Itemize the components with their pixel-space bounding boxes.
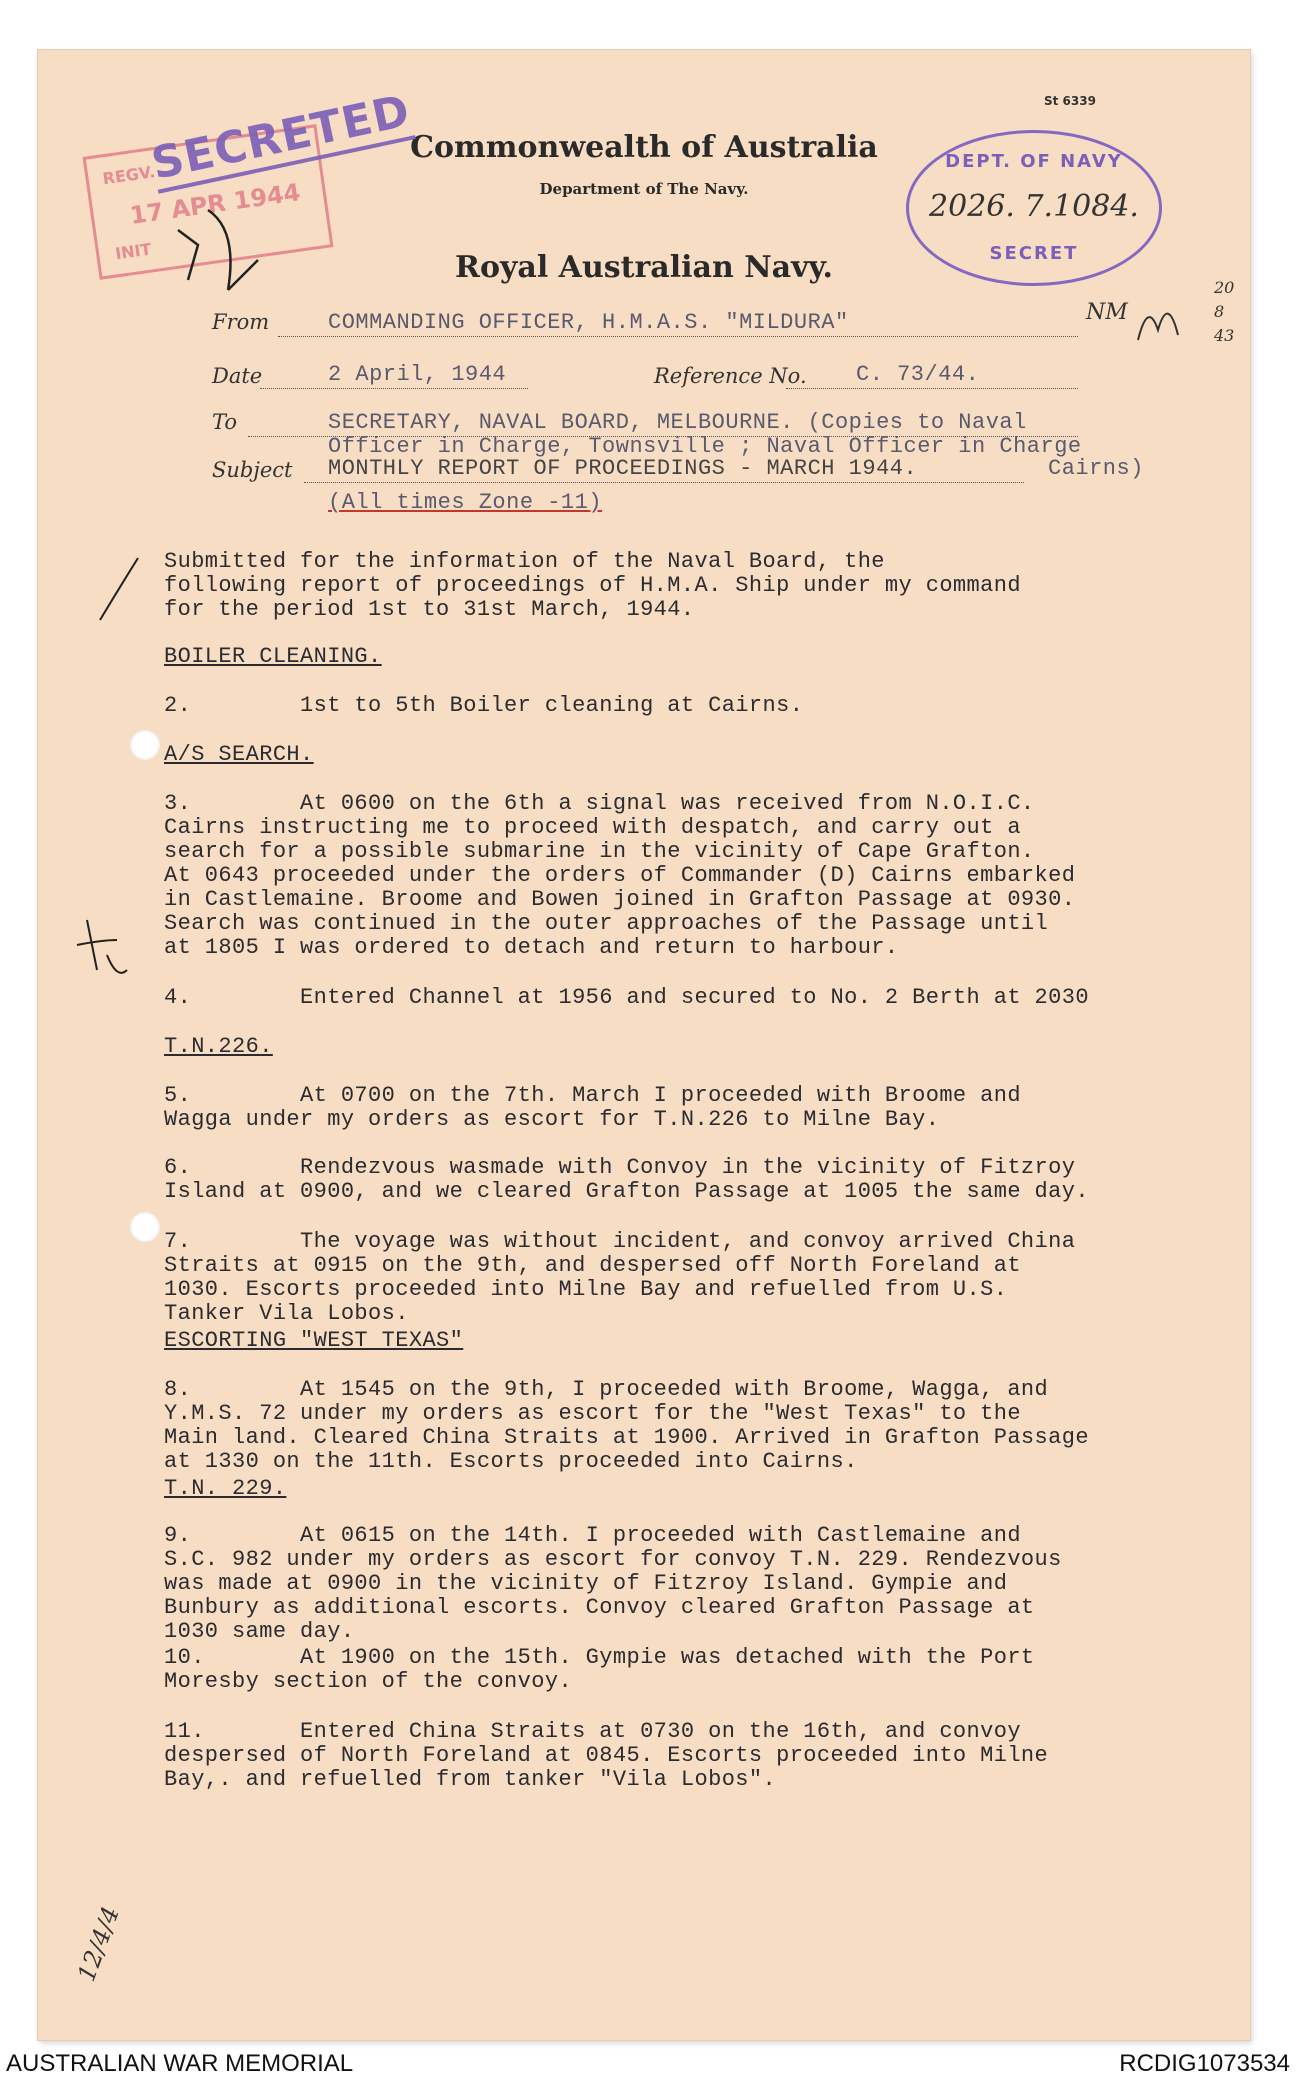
margin-signature xyxy=(1128,290,1188,350)
subject-value: MONTHLY REPORT OF PROCEEDINGS - MARCH 1944. xyxy=(328,456,918,481)
section-heading-as-search: A/S SEARCH. xyxy=(164,742,314,767)
margin-initial xyxy=(72,910,132,990)
signature-mark xyxy=(168,190,298,300)
footer-institution: AUSTRALIAN WAR MEMORIAL xyxy=(6,2050,354,2077)
from-value: COMMANDING OFFICER, H.M.A.S. "MILDURA" xyxy=(328,310,849,335)
document-sheet xyxy=(38,50,1250,2040)
to-line-3: Cairns) xyxy=(1048,456,1144,481)
paragraph-11: 11. Entered China Straits at 0730 on the 16th, and convoy despersed of North Foreland at 0845. Escorts proceeded into Milne Bay,. and refuelled from tanker "Vila Lobos". xyxy=(164,1719,1049,1792)
secreted-stamp: SECRETED xyxy=(147,85,415,193)
section-heading-west-texas: ESCORTING "WEST TEXAS" xyxy=(164,1328,464,1353)
paragraph-3: 3. At 0600 on the 6th a signal was received from N.O.I.C. Cairns instructing me to proceed with despatch, and carry out a search for a possible submarine in the vicinity of Cape Grafton. At 0643 proceeded under the orders of Commander (D) Cairns embarked in Castlemaine. Broome and Bowen joined in Grafton Passage at 0930. Search was continued in the outer approaches of the Passage until at 1805 I was ordered to detach and return to harbour. xyxy=(164,791,1076,960)
margin-initials: NM xyxy=(1086,300,1128,325)
footer-id: RCDIG1073534 xyxy=(1119,2050,1290,2077)
section-heading-tn226: T.N.226. xyxy=(164,1034,273,1059)
date-value: 2 April, 1944 xyxy=(328,362,507,387)
to-line-2: Officer in Charge, Townsville ; Naval Officer in Charge xyxy=(328,434,1082,459)
dept-navy-stamp: DEPT. OF NAVY 2026. 7.1084. SECRET xyxy=(906,130,1162,286)
intro-paragraph: Submitted for the information of the Naval Board, the following report of proceedings of H.M.A. Ship under my command for the period 1st to 31st March, 1944. xyxy=(164,549,1021,622)
bottom-margin-note: 12/4/4 xyxy=(72,1902,125,1986)
header-commonwealth: Commonwealth of Australia xyxy=(410,130,878,165)
reference-value: C. 73/44. xyxy=(856,362,980,387)
received-stamp: REGV. 17 APR 1944 INIT xyxy=(83,124,334,280)
times-note: (All times Zone -11) xyxy=(328,490,603,515)
paragraph-4: 4. Entered Channel at 1956 and secured to No. 2 Berth at 2030 xyxy=(164,985,1089,1010)
section-heading-tn229: T.N. 229. xyxy=(164,1476,287,1501)
header-department: Department of The Navy. xyxy=(539,180,749,198)
punch-hole xyxy=(130,1212,160,1242)
margin-tick xyxy=(88,550,148,630)
punch-hole xyxy=(130,730,160,760)
paragraph-6: 6. Rendezvous wasmade with Convoy in the vicinity of Fitzroy Island at 0900, and we cleared Grafton Passage at 1005 the same day. xyxy=(164,1155,1089,1204)
from-label: From xyxy=(212,310,270,334)
form-number: St 6339 xyxy=(1044,94,1096,108)
to-line-1: SECRETARY, NAVAL BOARD, MELBOURNE. (Copies to Naval xyxy=(328,410,1027,435)
header-ran: Royal Australian Navy. xyxy=(455,250,833,285)
to-label: To xyxy=(212,410,238,434)
date-label: Date xyxy=(212,364,263,388)
subject-label: Subject xyxy=(212,458,293,482)
paragraph-10: 10. At 1900 on the 15th. Gympie was detached with the Port Moresby section of the convoy. xyxy=(164,1645,1035,1694)
section-heading-boiler: BOILER CLEANING. xyxy=(164,644,382,669)
paragraph-5: 5. At 0700 on the 7th. March I proceeded with Broome and Wagga under my orders as escort for T.N.226 to Milne Bay. xyxy=(164,1083,1021,1132)
reference-label: Reference No. xyxy=(654,364,807,388)
paragraph-9: 9. At 0615 on the 14th. I proceeded with Castlemaine and S.C. 982 under my orders as escort for convoy T.N. 229. Rendezvous was made at 0900 in the vicinity of Fitzroy Island. Gympie and Bunbury as additional escorts. Convoy cleared Grafton Passage at 1030 same day. xyxy=(164,1523,1062,1644)
paragraph-2: 2. 1st to 5th Boiler cleaning at Cairns. xyxy=(164,693,804,718)
margin-numbers: 20 8 43 xyxy=(1214,278,1235,345)
paragraph-7: 7. The voyage was without incident, and convoy arrived China Straits at 0915 on the 9th, and despersed off North Foreland at 1030. Escorts proceeded into Milne Bay and refuelled from U.S. Tanker Vila Lobos. xyxy=(164,1229,1076,1326)
paragraph-8: 8. At 1545 on the 9th, I proceeded with Broome, Wagga, and Y.M.S. 72 under my orders as escort for the "West Texas" to the Main land. Cleared China Straits at 1900. Arrived in Grafton Passage at 1330 on the 11th. Escorts proceeded into Cairns. xyxy=(164,1377,1089,1474)
